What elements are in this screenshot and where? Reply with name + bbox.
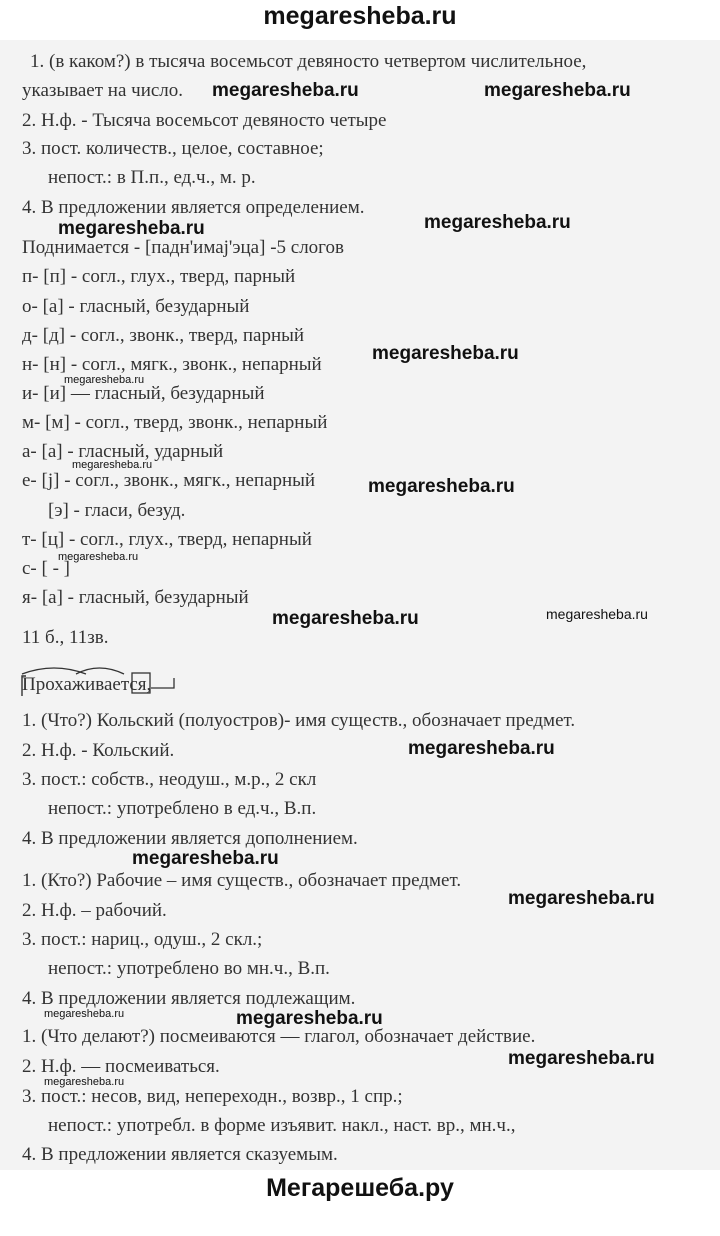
text-line: 4. В предложении является сказуемым. (22, 1144, 338, 1165)
text-line: 2. Н.ф. – рабочий. (22, 900, 167, 921)
text-line: [э] - гласи, безуд. (48, 500, 186, 521)
text-line: 1. (Кто?) Рабочие – имя существ., обозначает предмет. (22, 870, 462, 891)
text-line: а- [а] - гласный, ударный (22, 441, 224, 462)
text-line: 3. пост. количеств., целое, составное; (22, 138, 324, 159)
watermark: megaresheba.ru (44, 1076, 125, 1088)
watermark: megaresheba.ru (58, 218, 205, 239)
watermark: megaresheba.ru (64, 374, 145, 386)
watermark: megaresheba.ru (368, 476, 515, 497)
watermark: megaresheba.ru (546, 606, 648, 622)
watermark: megaresheba.ru (272, 608, 419, 629)
text-line: непост.: употребл. в форме изъявит. накл., наст. вр., мн.ч., (48, 1115, 516, 1136)
text-line: 2. Н.ф. - Кольский. (22, 740, 175, 761)
watermark: megaresheba.ru (72, 459, 153, 471)
morpheme-word: Прохаживается, (22, 674, 152, 695)
text-line: о- [а] - гласный, безударный (22, 296, 250, 317)
text-line: д- [д] - согл., звонк., тверд, парный (22, 325, 305, 346)
text-line: 1. (Что?) Кольский (полуостров)- имя существ., обозначает предмет. (22, 710, 576, 731)
text-line: 1. (в каком?) в тысяча восемьсот девяносто четвертом числительное, (30, 51, 587, 72)
text-line: я- [а] - гласный, безударный (22, 587, 249, 608)
text-line: 4. В предложении является подлежащим. (22, 988, 356, 1009)
text-line: 4. В предложении является дополнением. (22, 828, 358, 849)
text-line: м- [м] - согл., тверд, звонк., непарный (22, 412, 328, 433)
text-line: и- [и] — гласный, безударный (22, 383, 265, 404)
text-line: 11 б., 11зв. (22, 627, 109, 648)
watermark: megaresheba.ru (408, 738, 555, 759)
watermark: megaresheba.ru (132, 848, 279, 869)
site-footer-title: Мегарешеба.ру (266, 1174, 454, 1202)
text-line: 3. пост.: собств., неодуш., м.р., 2 скл (22, 769, 317, 790)
text-line: п- [п] - согл., глух., тверд, парный (22, 266, 296, 287)
text-line: 2. Н.ф. — посмеиваться. (22, 1056, 220, 1077)
text-line: 4. В предложении является определением. (22, 197, 365, 218)
watermark: megaresheba.ru (508, 1048, 655, 1069)
text-line: непост.: употреблено во мн.ч., В.п. (48, 958, 330, 979)
watermark: megaresheba.ru (372, 343, 519, 364)
text-line: с- [ - ] (22, 558, 70, 579)
watermark: megaresheba.ru (424, 212, 571, 233)
watermark: megaresheba.ru (58, 551, 139, 563)
watermark: megaresheba.ru (236, 1008, 383, 1029)
text-line: 1. (Что делают?) посмеиваются — глагол, обозначает действие. (22, 1026, 536, 1047)
text-line: указывает на число. (22, 80, 184, 101)
solution-page (0, 40, 720, 1170)
watermark: megaresheba.ru (212, 80, 359, 101)
text-line: непост.: употреблено в ед.ч., В.п. (48, 798, 317, 819)
text-line: 3. пост.: нариц., одуш., 2 скл.; (22, 929, 263, 950)
text-line: е- [j] - согл., звонк., мягк., непарный (22, 470, 316, 491)
text-line: 2. Н.ф. - Тысяча восемьсот девяносто четыре (22, 110, 387, 131)
text-line: т- [ц] - согл., глух., тверд, непарный (22, 529, 312, 550)
text-line: Поднимается - [падн'имај'эца] -5 слогов (22, 237, 344, 258)
text-line: н- [н] - согл., мягк., звонк., непарный (22, 354, 322, 375)
site-header-title: megaresheba.ru (263, 2, 457, 30)
text-line: непост.: в П.п., ед.ч., м. р. (48, 167, 256, 188)
watermark: megaresheba.ru (44, 1008, 125, 1020)
watermark: megaresheba.ru (484, 80, 631, 101)
text-line: 3. пост.: несов, вид, непереходн., возвр., 1 спр.; (22, 1086, 403, 1107)
watermark: megaresheba.ru (508, 888, 655, 909)
